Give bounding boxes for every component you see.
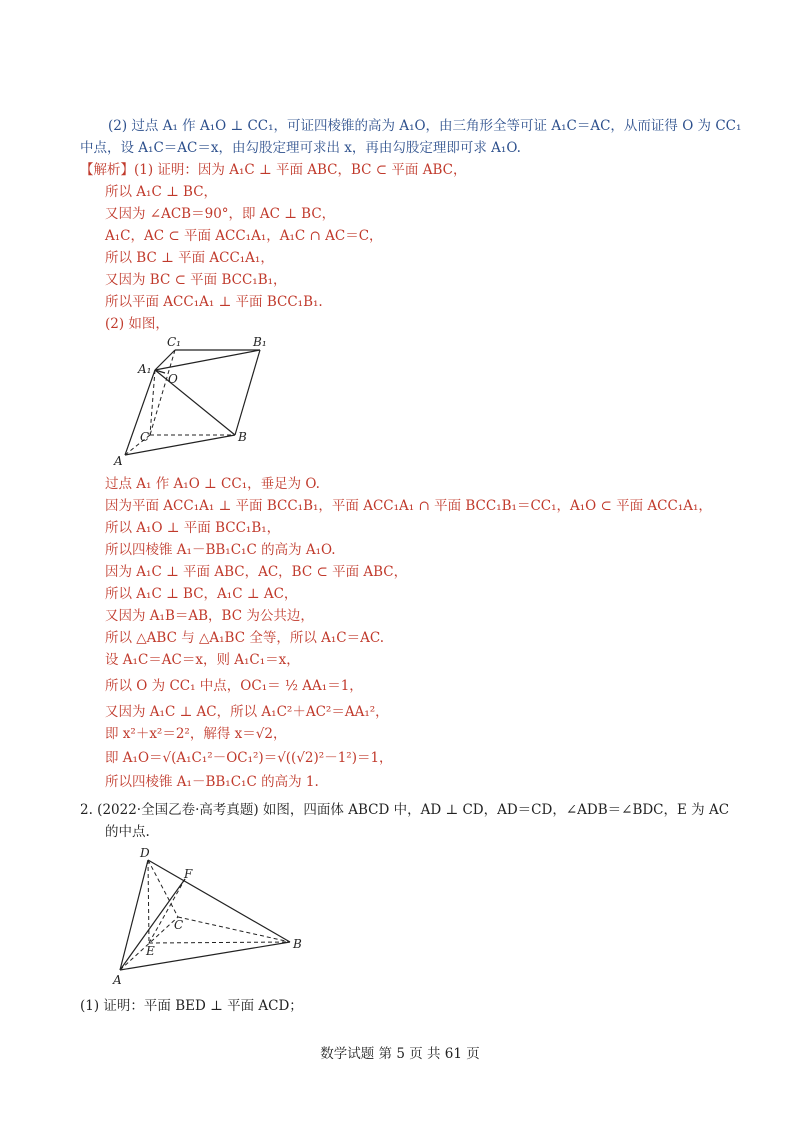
solution-part1-4: 所以 BC ⊥ 平面 ACC₁A₁， — [105, 250, 274, 266]
edge-a1-b1 — [155, 350, 260, 370]
edge-b1-b — [235, 350, 260, 435]
solution-part2-8: 设 A₁C＝AC＝x，则 A₁C₁＝x， — [105, 652, 300, 668]
edge-e-f — [149, 879, 185, 943]
solution-part1-2: 又因为 ∠ACB＝90°，即 AC ⊥ BC， — [105, 206, 336, 222]
label-f: F — [184, 867, 193, 881]
solution-part1-5: 又因为 BC ⊂ 平面 BCC₁B₁， — [105, 272, 287, 288]
problem2-line-2: 的中点. — [105, 824, 150, 840]
edge-a1-b — [155, 370, 235, 435]
label-b1: B₁ — [253, 335, 267, 349]
prism-figure — [110, 335, 290, 470]
hint-line-2: 中点，设 A₁C＝AC＝x，由勾股定理可求出 x，再由勾股定理即可求 A₁O. — [80, 140, 521, 156]
label-d: D — [140, 846, 150, 860]
label-b: B — [238, 430, 247, 444]
solution-part2-11: 即 x²＋x²＝2²，解得 x＝√2， — [105, 726, 287, 742]
solution-part1-0: (1) 证明：因为 A₁C ⊥ 平面 ABC，BC ⊂ 平面 ABC， — [134, 162, 467, 178]
solution-line-1 — [80, 160, 466, 180]
label-c: C — [140, 430, 150, 444]
solution-part2-2: 所以 A₁O ⊥ 平面 BCC₁B₁， — [105, 520, 281, 536]
label-a1: A₁ — [138, 362, 152, 376]
label-b: B — [293, 937, 302, 951]
problem2-line-1: 2. (2022·全国乙卷·高考真题) 如图，四面体 ABCD 中，AD ⊥ CD，AD＝CD，∠ADB＝∠BDC，E 为 AC — [80, 802, 730, 818]
solution-part2-4: 因为 A₁C ⊥ 平面 ABC，AC，BC ⊂ 平面 ABC， — [105, 564, 408, 580]
solution-part2-1: 因为平面 ACC₁A₁ ⊥ 平面 BCC₁B₁，平面 ACC₁A₁ ∩ 平面 BCC₁B₁＝CC₁，A₁O ⊂ 平面 ACC₁A₁， — [105, 498, 712, 514]
solution-part2-13: 所以四棱锥 A₁－BB₁C₁C 的高为 1. — [105, 774, 319, 790]
solution-tag: 【解析】 — [80, 162, 134, 178]
solution-part2-5: 所以 A₁C ⊥ BC，A₁C ⊥ AC， — [105, 586, 298, 602]
solution-part1-3: A₁C，AC ⊂ 平面 ACC₁A₁，A₁C ∩ AC＝C， — [105, 228, 383, 244]
solution-part2-7: 所以 △ABC 与 △A₁BC 全等，所以 A₁C＝AC. — [105, 630, 385, 646]
tetrahedron-figure — [110, 845, 310, 990]
solution-part2-3: 所以四棱锥 A₁－BB₁C₁C 的高为 A₁O. — [105, 542, 336, 558]
solution-part2-6: 又因为 A₁B＝AB，BC 为公共边， — [105, 608, 314, 624]
solution-part1-6: 所以平面 ACC₁A₁ ⊥ 平面 BCC₁B₁. — [105, 294, 323, 310]
page-footer: 数学试题 第 5 页 共 61 页 — [320, 1046, 480, 1062]
label-e: E — [146, 944, 155, 958]
edge-c-b — [178, 917, 290, 942]
label-a: A — [113, 973, 122, 987]
problem2-question-1: (1) 证明：平面 BED ⊥ 平面 ACD； — [80, 998, 303, 1014]
solution-part2-intro: (2) 如图， — [105, 316, 169, 332]
solution-part1-1: 所以 A₁C ⊥ BC， — [105, 184, 218, 200]
solution-part2-12: 即 A₁O＝√(A₁C₁²－OC₁²)＝√((√2)²－1²)＝1， — [105, 750, 393, 766]
solution-part2-9: 所以 O 为 CC₁ 中点，OC₁＝ ½ AA₁＝1， — [105, 678, 363, 694]
label-c: C — [174, 918, 184, 932]
edge-e-b — [149, 942, 290, 943]
label-a: A — [114, 454, 123, 468]
label-o: O — [168, 372, 178, 386]
edge-d-a — [120, 860, 148, 970]
label-c1: C₁ — [167, 335, 181, 349]
hint-line-1: (2) 过点 A₁ 作 A₁O ⊥ CC₁，可证四棱锥的高为 A₁O，由三角形全等可证 A₁C＝AC，从而证得 O 为 CC₁ — [108, 118, 742, 134]
solution-part2-10: 又因为 A₁C ⊥ AC，所以 A₁C²＋AC²＝AA₁²， — [105, 704, 389, 720]
solution-part2-0: 过点 A₁ 作 A₁O ⊥ CC₁，垂足为 O. — [105, 476, 320, 492]
